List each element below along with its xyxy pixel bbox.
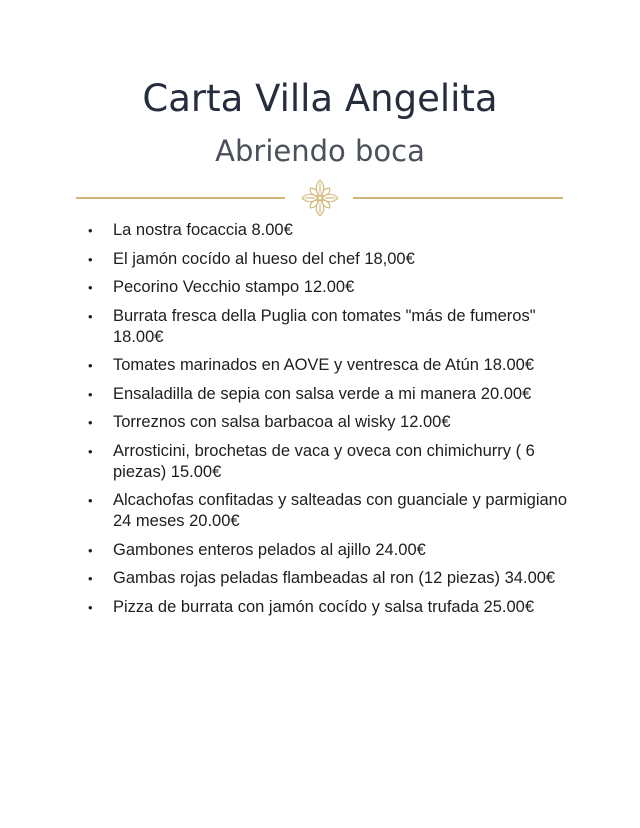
bullet-icon: • — [88, 280, 93, 295]
menu-item — [88, 540, 568, 561]
menu-item — [88, 412, 568, 433]
menu-item — [88, 306, 568, 348]
menu-item-text: Arrosticini, brochetas de vaca y oveca con chimichurry ( 6 piezas) 15.00€ — [113, 441, 535, 481]
menu-item-text: Pecorino Vecchio stampo 12.00€ — [113, 278, 355, 296]
divider-line-right — [353, 197, 563, 199]
menu-item-text: Gambas rojas peladas flambeadas al ron (12 piezas) 34.00€ — [113, 569, 556, 587]
menu-item — [88, 384, 568, 405]
page-title: Carta Villa Angelita — [142, 77, 498, 120]
bullet-icon: • — [88, 599, 93, 615]
menu-item — [88, 220, 568, 241]
menu-item — [88, 277, 568, 298]
bullet-icon: • — [88, 415, 93, 430]
menu-item-text: Gambones enteros pelados al ajillo 24.00€ — [113, 540, 426, 559]
lotus-flower-icon — [299, 177, 341, 219]
menu-item-text: La nostra focaccia 8.00€ — [113, 221, 293, 239]
ornamental-divider — [76, 176, 563, 220]
bullet-icon: • — [88, 251, 93, 267]
menu-item-text: El jamón cocído al hueso del chef 18,00€ — [113, 249, 415, 268]
divider-line-left — [76, 197, 285, 199]
bullet-icon: • — [88, 386, 93, 402]
bullet-icon: • — [88, 443, 93, 459]
bullet-icon: • — [88, 308, 93, 324]
bullet-icon: • — [88, 223, 93, 238]
menu-item-text: Torreznos con salsa barbacoa al wisky 12.00€ — [113, 413, 451, 431]
menu-item-text: Tomates marinados en AOVE y ventresca de Atún 18.00€ — [113, 356, 534, 374]
menu-item-text: Burrata fresca della Puglia con tomates "más de fumeros" 18.00€ — [113, 306, 536, 346]
bullet-icon: • — [88, 571, 93, 586]
menu-item — [88, 249, 568, 270]
menu-list — [88, 220, 568, 625]
menu-item — [88, 355, 568, 376]
bullet-icon: • — [88, 542, 93, 558]
section-subtitle: Abriendo boca — [215, 134, 425, 168]
menu-item-text: Pizza de burrata con jamón cocído y salsa trufada 25.00€ — [113, 597, 534, 616]
menu-item — [88, 597, 568, 618]
menu-item — [88, 568, 568, 589]
bullet-icon: • — [88, 358, 93, 373]
menu-item-text: Ensaladilla de sepia con salsa verde a mi manera 20.00€ — [113, 384, 532, 403]
menu-item — [88, 490, 568, 532]
menu-item — [88, 441, 568, 483]
menu-item-text: Alcachofas confitadas y salteadas con guanciale y parmigiano 24 meses 20.00€ — [113, 491, 568, 530]
bullet-icon: • — [88, 493, 93, 508]
